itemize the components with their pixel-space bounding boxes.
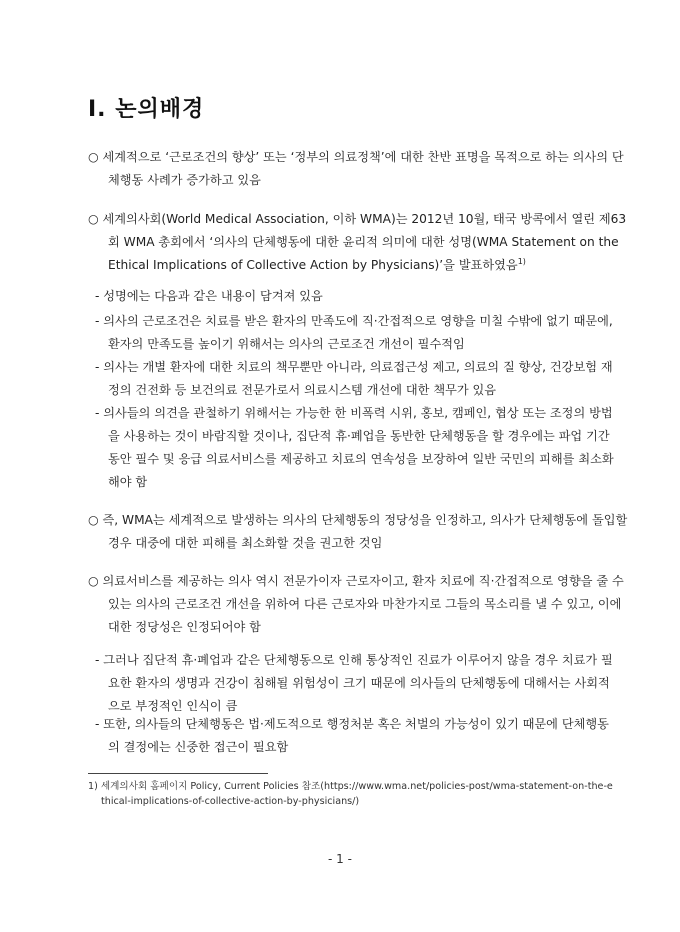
sub-item: - 또한, 의사들의 단체행동은 법·제도적으로 행정처분 혹은 처벌의 가능성이 있기 때문에 단체행동의 결정에는 신중한 접근이 필요함 — [95, 717, 609, 754]
paragraph-bullet: ○ 즉, WMA는 세계적으로 발생하는 의사의 단체행동의 정당성을 인정하고, 의사가 단체행동에 돌입할 경우 대중에 대한 피해를 최소화할 것을 권고한 것임 — [88, 513, 628, 550]
paragraph-bullet: ○ 세계적으로 ‘근로조건의 향상’ 또는 ‘정부의 의료정책’에 대한 찬반 표명을 목적으로 하는 의사의 단체행동 사례가 증가하고 있음 — [88, 150, 624, 187]
paragraph-bullet — [88, 208, 628, 277]
paragraph-text: ○ 세계의사회(World Medical Association, 이하 WMA)는 2012년 10월, 태국 방콕에서 열린 제63회 WMA 총회에서 ‘의사의 단체행동에 대한 윤리적 의미에 대한 성명(WMA Statement on the Ethical Implications of Collective Action by Physicians)’을 발표하였음 — [88, 212, 627, 272]
footnote-divider — [88, 773, 268, 774]
footnote-ref[interactable]: 1) — [517, 256, 526, 266]
paragraph-bullet: ○ 의료서비스를 제공하는 의사 역시 전문가이자 근로자이고, 환자 치료에 직·간접적으로 영향을 줄 수 있는 의사의 근로조건 개선을 위하여 다른 근로자와 마찬가지로 그들의 목소리를 낼 수 있고, 이에 대한 정당성은 인정되어야 함 — [88, 574, 624, 634]
footnote: 1) 세계의사회 홈페이지 Policy, Current Policies 참조(https://www.wma.net/policies-post/wma-statement-on-the-ethical-implications-of-collective-action-by-physicians/) — [88, 781, 613, 807]
sub-item: - 성명에는 다음과 같은 내용이 담겨져 있음 — [95, 289, 323, 303]
sub-item: - 의사의 근로조건은 치료를 받은 환자의 만족도에 직·간접적으로 영향을 미칠 수밖에 없기 때문에, 환자의 만족도를 높이기 위해서는 의사의 근로조건 개선이 필수적임 — [95, 314, 613, 351]
sub-item: - 그러나 집단적 휴·폐업과 같은 단체행동으로 인해 통상적인 진료가 이루어지 않을 경우 치료가 필요한 환자의 생명과 건강이 침해될 위험성이 크기 때문에 의사들의 단체행동에 대해서는 사회적으로 부정적인 인식이 큼 — [95, 653, 613, 713]
section-heading: Ⅰ. 논의배경 — [88, 97, 205, 122]
sub-item: - 의사들의 의견을 관철하기 위해서는 가능한 한 비폭력 시위, 홍보, 캠페인, 협상 또는 조정의 방법을 사용하는 것이 바람직할 것이나, 집단적 휴·폐업을 동반한 단체행동을 할 경우에는 파업 기간 동안 필수 및 응급 의료서비스를 제공하고 치료의 연속성을 보장하여 일반 국민의 피해를 최소화해야 함 — [95, 406, 614, 489]
page-number: - 1 - — [328, 852, 352, 866]
sub-item: - 의사는 개별 환자에 대한 치료의 책무뿐만 아니라, 의료접근성 제고, 의료의 질 향상, 건강보험 재정의 건전화 등 보건의료 전문가로서 의료시스템 개선에 대한 책무가 있음 — [95, 360, 613, 397]
